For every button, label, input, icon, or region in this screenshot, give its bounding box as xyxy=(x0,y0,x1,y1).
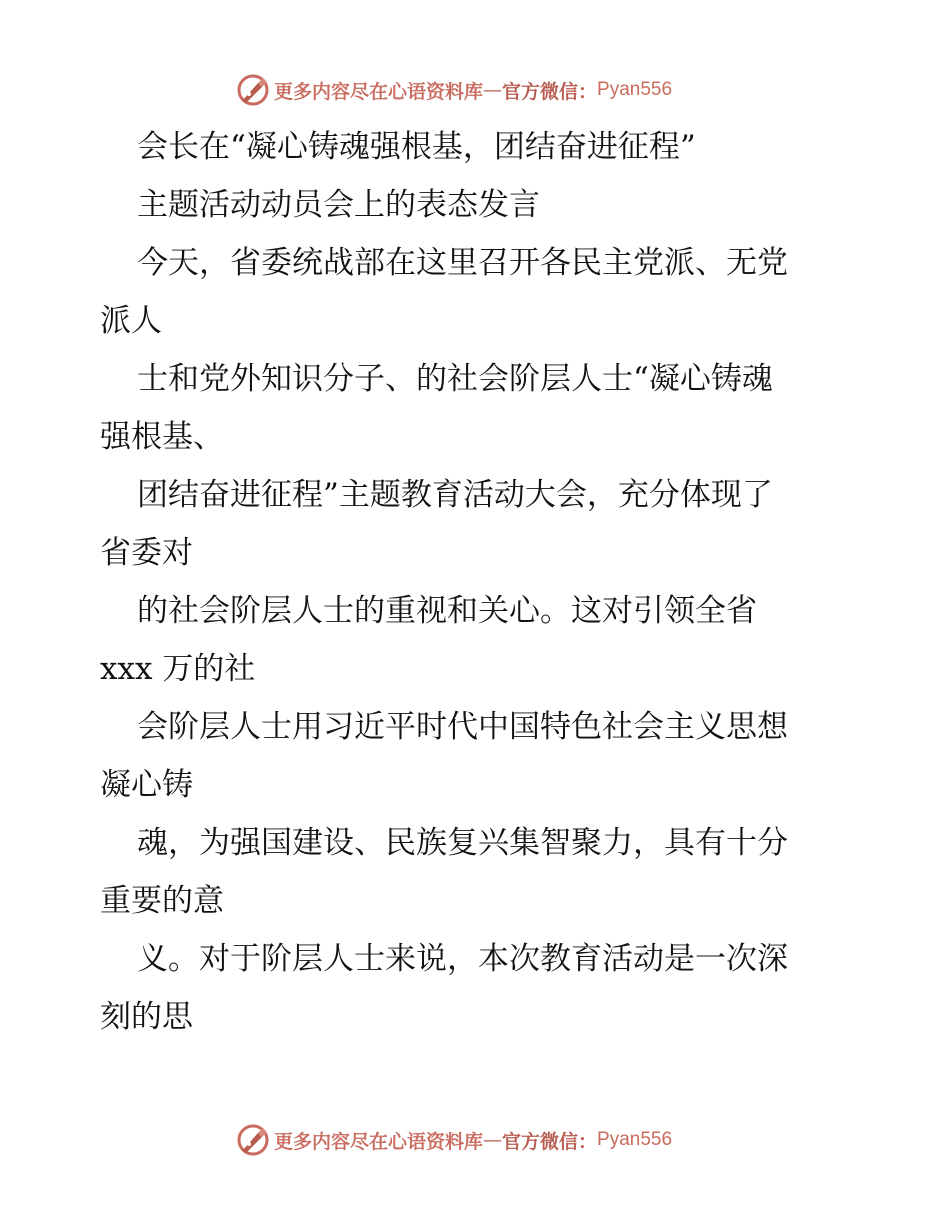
pen-logo-icon xyxy=(236,73,270,107)
text-line-5: 士和党外知识分子、的社会阶层人士“凝心铸魂 xyxy=(137,361,773,397)
footer-watermark xyxy=(236,1122,672,1158)
pen-logo-icon xyxy=(236,1123,270,1157)
document-body xyxy=(100,118,860,1046)
text-line-13: 魂，为强国建设、民族复兴集智聚力，具有十分 xyxy=(137,825,788,861)
header-watermark xyxy=(236,72,672,108)
text-line-11: 会阶层人士用习近平时代中国特色社会主义思想 xyxy=(137,709,788,745)
text-line-12: 凝心铸 xyxy=(100,767,193,803)
watermark-main-text: 更多内容尽在心语资料库 xyxy=(274,80,484,103)
text-line-15: 义。对于阶层人士来说，本次教育活动是一次深 xyxy=(137,941,788,977)
text-line-1: 会长在“凝心铸魂强根基，团结奋进征程” xyxy=(137,129,696,165)
text-line-6: 强根基、 xyxy=(100,419,224,455)
watermark-main-text: 更多内容尽在心语资料库 xyxy=(274,1130,484,1153)
text-line-2: 主题活动动员会上的表态发言 xyxy=(137,187,540,223)
watermark-wechat-id: Pyan556 xyxy=(597,79,673,100)
text-line-9: 的社会阶层人士的重视和关心。这对引领全省 xyxy=(137,593,757,629)
text-line-14: 重要的意 xyxy=(100,883,224,919)
watermark-dash: — xyxy=(483,79,503,101)
watermark-wechat-id: Pyan556 xyxy=(597,1129,673,1150)
text-line-10: xxx 万的社 xyxy=(100,651,256,687)
watermark-label: 官方微信： xyxy=(502,80,598,103)
text-line-7: 团结奋进征程”主题教育活动大会，充分体现了 xyxy=(137,477,773,513)
text-line-8: 省委对 xyxy=(100,535,193,571)
watermark-label: 官方微信： xyxy=(502,1130,598,1153)
text-line-4: 派人 xyxy=(100,303,162,339)
text-line-3: 今天，省委统战部在这里召开各民主党派、无党 xyxy=(137,245,788,281)
watermark-dash: — xyxy=(483,1129,503,1151)
text-line-16: 刻的思 xyxy=(100,999,193,1035)
